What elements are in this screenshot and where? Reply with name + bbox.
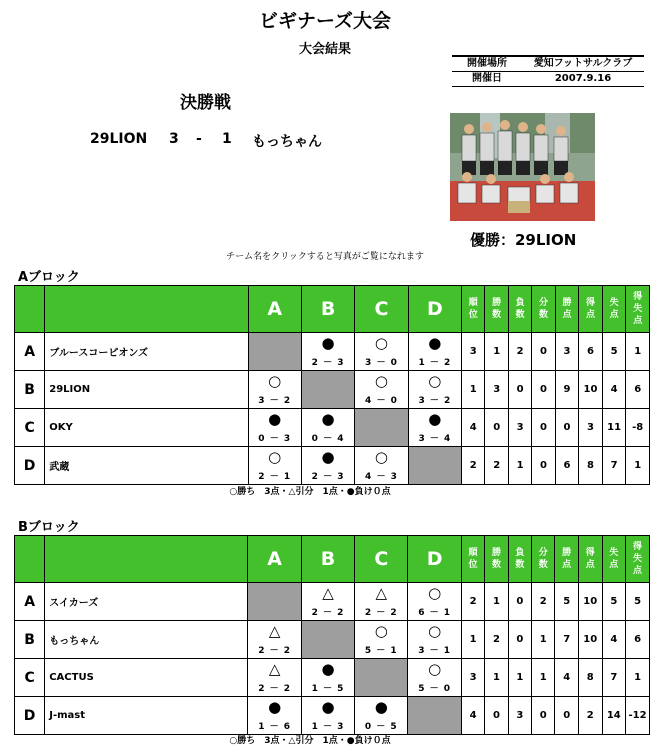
block-a-table (14, 285, 650, 485)
table-row (15, 409, 650, 447)
table-row (15, 659, 650, 697)
stat-value: 3 (508, 697, 531, 735)
stat-value: 4 (462, 409, 485, 447)
row-letter: A (15, 333, 45, 371)
match-score: 0 － 3 (258, 434, 292, 444)
stat-value: 1 (626, 659, 650, 697)
match-score: 5 － 0 (418, 684, 452, 694)
match-score: 2 － 3 (311, 472, 345, 482)
stat-value: 4 (555, 659, 578, 697)
stat-value: 10 (578, 583, 602, 621)
match-score: 4 － 0 (365, 396, 398, 406)
stat-value: 1 (508, 447, 531, 485)
stat-header-losses: 負 数 (508, 286, 531, 333)
result-mark: ○ (268, 372, 282, 390)
stat-value: 1 (485, 583, 508, 621)
match-score: 6 － 1 (418, 608, 452, 618)
stat-value: 6 (626, 371, 650, 409)
stat-value: 2 (461, 583, 484, 621)
match-score: 2 － 2 (258, 684, 292, 694)
team-name-link[interactable]: スイカーズ (45, 583, 248, 621)
team-name-link[interactable]: 29LION (45, 371, 248, 409)
block-a-col-d: D (408, 286, 461, 333)
match-score: 2 － 2 (364, 608, 398, 618)
match-score: 3 － 0 (365, 358, 398, 368)
self-match-cell (301, 621, 354, 659)
match-result-cell (301, 697, 354, 735)
match-result-cell (408, 409, 461, 447)
match-result-cell (355, 447, 408, 485)
self-match-cell (355, 659, 408, 697)
table-row (15, 371, 650, 409)
stat-header-draws: 分 数 (532, 286, 555, 333)
stat-value: 9 (555, 371, 578, 409)
final-team2[interactable]: もっちゃん (252, 134, 322, 150)
result-mark: ● (321, 410, 335, 428)
stat-value: 2 (462, 447, 485, 485)
self-match-cell (248, 333, 301, 371)
row-letter: C (15, 409, 45, 447)
row-letter: A (15, 583, 45, 621)
stat-value: -12 (626, 697, 650, 735)
venue-label: 開催場所 (467, 58, 507, 69)
result-mark: ● (428, 410, 442, 428)
stat-value: 1 (626, 447, 650, 485)
stat-value: 0 (532, 697, 555, 735)
stat-value: 0 (555, 697, 578, 735)
stat-value: -8 (626, 409, 650, 447)
row-letter: D (15, 697, 45, 735)
stat-value: 1 (532, 659, 555, 697)
team-name-link[interactable]: 武蔵 (45, 447, 248, 485)
block-b-table (14, 535, 650, 735)
result-mark: ● (268, 698, 282, 716)
stat-value: 0 (532, 333, 555, 371)
stat-header-goals-for: 得 点 (579, 286, 603, 333)
table-row (15, 333, 650, 371)
row-letter: B (15, 371, 45, 409)
block-a-title: Aブロック (18, 270, 80, 285)
date-row (452, 71, 644, 86)
match-score: 4 － 3 (365, 472, 398, 482)
block-a-col-b: B (301, 286, 354, 333)
match-result-cell (355, 697, 408, 735)
stat-value: 7 (602, 447, 626, 485)
stat-value: 3 (462, 333, 485, 371)
match-result-cell (355, 333, 408, 371)
page-subtitle: 大会結果 (298, 42, 351, 57)
match-result-cell (355, 621, 408, 659)
stat-header-rank: 順 位 (462, 286, 485, 333)
result-mark: ○ (374, 334, 388, 352)
stat-value: 0 (532, 409, 555, 447)
stat-value: 1 (532, 621, 555, 659)
stat-value: 1 (461, 621, 484, 659)
date-label: 開催日 (472, 73, 502, 84)
stat-header-rank: 順 位 (461, 536, 484, 583)
match-result-cell (248, 659, 301, 697)
stat-value: 6 (626, 621, 650, 659)
stat-value: 6 (579, 333, 603, 371)
table-row (15, 447, 650, 485)
stat-value: 1 (485, 659, 508, 697)
block-a-legend: ○勝ち 3点・△引分 1点・●負け０点 (229, 487, 391, 497)
stat-value: 6 (555, 447, 578, 485)
result-mark: ○ (428, 584, 442, 602)
block-b-title: Bブロック (18, 520, 80, 535)
result-mark: ● (321, 660, 335, 678)
click-note: チーム名をクリックすると写真がご覧になれます (226, 252, 424, 262)
stat-value: 4 (602, 621, 626, 659)
match-result-cell (408, 659, 461, 697)
team-name-link[interactable]: CACTUS (45, 659, 248, 697)
table-row (15, 697, 650, 735)
page-title: ビギナーズ大会 (258, 10, 392, 32)
row-letter: B (15, 621, 45, 659)
match-score: 3 － 4 (418, 434, 452, 444)
team-name-link[interactable]: ブルースコーピオンズ (45, 333, 248, 371)
result-mark: ● (321, 334, 335, 352)
stat-header-goals-against: 失 点 (602, 536, 626, 583)
stat-value: 2 (485, 447, 508, 485)
stat-value: 3 (485, 371, 508, 409)
match-result-cell (301, 583, 354, 621)
match-result-cell (248, 371, 301, 409)
match-score: 3 － 2 (258, 396, 292, 406)
stat-value: 1 (462, 371, 485, 409)
block-a-header-row (15, 286, 650, 333)
self-match-cell (408, 697, 461, 735)
match-result-cell (408, 333, 461, 371)
match-result-cell (355, 371, 408, 409)
stat-value: 4 (461, 697, 484, 735)
stat-value: 0 (508, 621, 531, 659)
match-score: 3 － 1 (418, 646, 452, 656)
match-score: 0 － 4 (311, 434, 345, 444)
stat-value: 2 (532, 583, 555, 621)
stat-value: 0 (555, 409, 578, 447)
self-match-cell (355, 409, 408, 447)
stat-value: 10 (578, 621, 602, 659)
result-mark: △ (375, 584, 388, 602)
final-dash: - (196, 131, 202, 147)
stat-value: 0 (532, 371, 555, 409)
block-b-col-b: B (301, 536, 354, 583)
stat-value: 2 (485, 621, 508, 659)
stat-header-wins: 勝 数 (485, 536, 508, 583)
stat-value: 2 (578, 697, 602, 735)
team-name-link[interactable]: J-mast (45, 697, 248, 735)
stat-value: 0 (532, 447, 555, 485)
stat-value: 5 (555, 583, 578, 621)
final-team1[interactable]: 29LION (90, 131, 148, 147)
stat-header-goals-against: 失 点 (602, 286, 626, 333)
result-mark: ● (374, 698, 388, 716)
block-b-col-a: A (248, 536, 301, 583)
date-value: 2007.9.16 (554, 73, 612, 84)
stat-value: 0 (508, 371, 531, 409)
stat-value: 0 (485, 697, 508, 735)
match-score: 3 － 2 (418, 396, 452, 406)
match-result-cell (355, 583, 408, 621)
block-b-col-d: D (408, 536, 461, 583)
block-a-body (15, 333, 650, 485)
stat-value: 1 (485, 333, 508, 371)
final-score2: 1 (222, 131, 232, 147)
team-name-link[interactable]: OKY (45, 409, 248, 447)
stat-header-points: 勝 点 (555, 536, 578, 583)
result-mark: ○ (428, 622, 442, 640)
result-mark: ● (268, 410, 282, 428)
stat-value: 0 (508, 583, 531, 621)
block-a-col-c: C (355, 286, 408, 333)
self-match-cell (408, 447, 461, 485)
stat-value: 10 (579, 371, 603, 409)
stat-value: 5 (602, 583, 626, 621)
match-result-cell (248, 447, 301, 485)
block-b-col-c: C (355, 536, 408, 583)
champion-label: 優勝：29LION (470, 231, 577, 249)
row-letter: D (15, 447, 45, 485)
match-score: 5 － 1 (364, 646, 398, 656)
match-result-cell (248, 409, 301, 447)
result-mark: ○ (374, 448, 388, 466)
final-score1: 3 (169, 131, 179, 147)
match-result-cell (408, 371, 461, 409)
champion-team-photo (450, 113, 595, 221)
match-result-cell (248, 621, 301, 659)
result-mark: △ (268, 660, 281, 678)
stat-value: 7 (555, 621, 578, 659)
team-name-link[interactable]: もっちゃん (45, 621, 248, 659)
result-mark: ○ (268, 448, 282, 466)
stat-header-points: 勝 点 (555, 286, 578, 333)
stat-value: 3 (461, 659, 484, 697)
stat-value: 14 (602, 697, 626, 735)
self-match-cell (301, 371, 354, 409)
result-mark: △ (322, 584, 334, 602)
stat-value: 5 (626, 583, 650, 621)
match-result-cell (301, 447, 354, 485)
stat-header-goal-diff: 得 失 点 (626, 286, 650, 333)
match-result-cell (301, 409, 354, 447)
block-a-col-a: A (248, 286, 301, 333)
row-letter: C (15, 659, 45, 697)
stat-value: 4 (602, 371, 626, 409)
result-mark: ○ (374, 622, 388, 640)
result-mark: ● (321, 698, 335, 716)
result-mark: ● (428, 334, 442, 352)
result-mark: ○ (374, 372, 388, 390)
stat-header-draws: 分 数 (532, 536, 555, 583)
table-row (15, 621, 650, 659)
stat-value: 5 (602, 333, 626, 371)
match-score: 1 － 5 (311, 684, 345, 694)
match-score: 2 － 3 (311, 358, 345, 368)
match-result-cell (301, 333, 354, 371)
result-mark: △ (268, 622, 281, 640)
self-match-cell (248, 583, 301, 621)
event-info-table (452, 55, 644, 87)
venue-value: 愛知フットサルクラブ (533, 58, 633, 69)
match-result-cell (408, 621, 461, 659)
result-mark: ● (321, 448, 335, 466)
match-score: 1 － 3 (311, 722, 345, 732)
final-match-label: 決勝戦 (180, 93, 231, 113)
stat-header-goal-diff: 得 失 点 (626, 536, 650, 583)
stat-value: 1 (626, 333, 650, 371)
stat-value: 2 (508, 333, 531, 371)
stat-header-goals-for: 得 点 (578, 536, 602, 583)
table-row (15, 583, 650, 621)
stat-value: 8 (579, 447, 603, 485)
stat-value: 1 (508, 659, 531, 697)
stat-value: 8 (578, 659, 602, 697)
match-score: 1 － 2 (418, 358, 452, 368)
result-mark: ○ (428, 660, 442, 678)
stat-value: 7 (602, 659, 626, 697)
stat-value: 3 (579, 409, 603, 447)
stat-header-wins: 勝 数 (485, 286, 508, 333)
match-result-cell (248, 697, 301, 735)
block-b-header-row (15, 536, 650, 583)
block-b-body (15, 583, 650, 735)
stat-value: 3 (508, 409, 531, 447)
stat-value: 0 (485, 409, 508, 447)
match-score: 2 － 2 (311, 608, 345, 618)
match-score: 0 － 5 (364, 722, 398, 732)
match-result-cell (301, 659, 354, 697)
stat-header-losses: 負 数 (508, 536, 531, 583)
stat-value: 3 (555, 333, 578, 371)
result-mark: ○ (428, 372, 442, 390)
match-score: 1 － 6 (258, 722, 292, 732)
block-b-legend: ○勝ち 3点・△引分 1点・●負け０点 (229, 736, 391, 746)
match-score: 2 － 1 (258, 472, 292, 482)
match-result-cell (408, 583, 461, 621)
stat-value: 11 (602, 409, 626, 447)
venue-row (452, 57, 644, 71)
match-score: 2 － 2 (258, 646, 292, 656)
